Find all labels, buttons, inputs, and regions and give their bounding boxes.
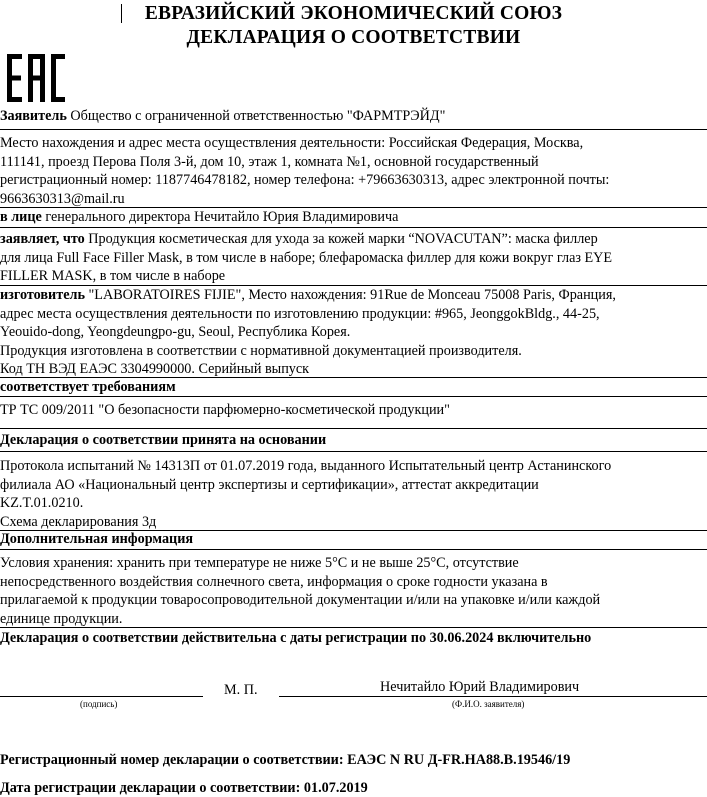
complies-label-row: [0, 378, 707, 397]
basis-line: Протокола испытаний № 14313П от 01.07.2019 года, выданного Испытательный центр Астанинского: [0, 458, 612, 474]
person-label: в лице: [0, 209, 42, 225]
additional-label: Дополнительная информация: [0, 531, 194, 547]
divider: [0, 428, 707, 429]
declares-label: заявляет, что: [0, 231, 85, 247]
address-line: 9663630313@mail.ru: [0, 190, 125, 207]
name-line: [279, 696, 707, 697]
eac-logo: [7, 54, 65, 102]
registration-number-value: ЕАЭС N RU Д-FR.НА88.В.19546/19: [347, 752, 571, 768]
stamp-placeholder: М. П.: [224, 682, 258, 698]
manufacturer-line: Продукция изготовлена в соответствии с нормативной документацией производителя.: [0, 342, 522, 359]
complies-label: соответствует требованиям: [0, 379, 176, 395]
divider: [0, 227, 707, 228]
basis-label-row: [0, 431, 707, 450]
complies-value: ТР ТС 009/2011 "О безопасности парфюмерно-косметической продукции": [0, 402, 450, 418]
basis-line: Схема декларирования 3д: [0, 513, 157, 530]
additional-label-row: [0, 530, 707, 549]
divider: [0, 396, 707, 397]
registration-date-value: 01.07.2019: [303, 780, 368, 796]
basis-block: [0, 457, 707, 531]
manufacturer-block: [0, 286, 707, 379]
address-line: регистрационный номер: 1187746478182, номер телефона: +79663630313, адрес электронной почты:: [0, 172, 610, 189]
signature-line: [0, 696, 203, 697]
signatory-name: Нечитайло Юрий Владимирович: [380, 679, 580, 695]
registration-date-row: [0, 779, 368, 797]
additional-line: Условия хранения: хранить при температуре не ниже 5°С и не выше 25°С, отсутствие: [0, 555, 519, 571]
declares-line: FILLER MASK, в том числе в наборе: [0, 268, 226, 285]
basis-line: KZ.T.01.0210.: [0, 495, 84, 512]
divider: [0, 129, 707, 130]
additional-block: [0, 554, 707, 628]
signature-caption: (подпись): [80, 699, 118, 709]
union-title: ЕВРАЗИЙСКИЙ ЭКОНОМИЧЕСКИЙ СОЮЗ: [144, 3, 563, 24]
declares-line: Продукция косметическая для ухода за кожей марки “NOVACUTAN”: маска филлер: [88, 231, 598, 247]
basis-line: филиала АО «Национальный центр экспертизы и сертификации», аттестат аккредитации: [0, 476, 539, 493]
address-line: 111141, проезд Перова Поля 3-й, дом 10, этаж 1, комната №1, основной государственный: [0, 153, 539, 170]
manufacturer-line: "LABORATOIRES FIJIE", Место нахождения: 91Rue de Monceau 75008 Paris, Франция,: [88, 287, 616, 303]
person-value: генерального директора Нечитайло Юрия Владимировича: [45, 209, 399, 225]
person-row: [0, 208, 707, 227]
manufacturer-line: адрес места осуществления деятельности по изготовлению продукции: #965, JeonggokBldg., 44-25,: [0, 305, 600, 322]
registration-date-label: Дата регистрации декларации о соответствии:: [0, 780, 301, 796]
additional-line: прилагаемой к продукции товаросопроводительной документации и/или на упаковке и/или каждой: [0, 592, 601, 609]
registration-number-label: Регистрационный номер декларации о соответствии:: [0, 752, 344, 768]
validity-row: [0, 629, 707, 648]
declares-line: для лица Full Face Filler Mask, в том числе в наборе; блефаромаска филлер для кожи вокруг глаз EYE: [0, 249, 613, 266]
applicant-value: Общество с ограниченной ответственностью "ФАРМТРЭЙД": [70, 108, 446, 124]
registration-number-row: [0, 751, 570, 769]
applicant-label: Заявитель: [0, 108, 67, 124]
address-line: Место нахождения и адрес места осуществления деятельности: Российская Федерация, Москва,: [0, 135, 584, 151]
address-block: [0, 134, 707, 208]
validity-text: Декларация о соответствии действительна с даты регистрации по 30.06.2024 включительно: [0, 630, 592, 646]
applicant-row: [0, 107, 707, 126]
manufacturer-line: Код ТН ВЭД ЕАЭС 3304990000. Серийный выпуск: [0, 361, 310, 378]
declares-block: [0, 230, 707, 286]
document-title: ДЕКЛАРАЦИЯ О СООТВЕТСТВИИ: [186, 27, 521, 48]
divider: [0, 549, 707, 550]
additional-line: единице продукции.: [0, 610, 123, 627]
additional-line: непосредственного воздействия солнечного света, информация о сроке годности указана в: [0, 573, 548, 590]
basis-label: Декларация о соответствии принята на основании: [0, 432, 327, 448]
manufacturer-label: изготовитель: [0, 287, 85, 303]
name-caption: (Ф.И.О. заявителя): [452, 699, 525, 709]
divider: [0, 451, 707, 452]
divider: [0, 627, 707, 628]
manufacturer-line: Yeouido-dong, Yeongdeungpo-gu, Seoul, Республика Корея.: [0, 324, 351, 341]
